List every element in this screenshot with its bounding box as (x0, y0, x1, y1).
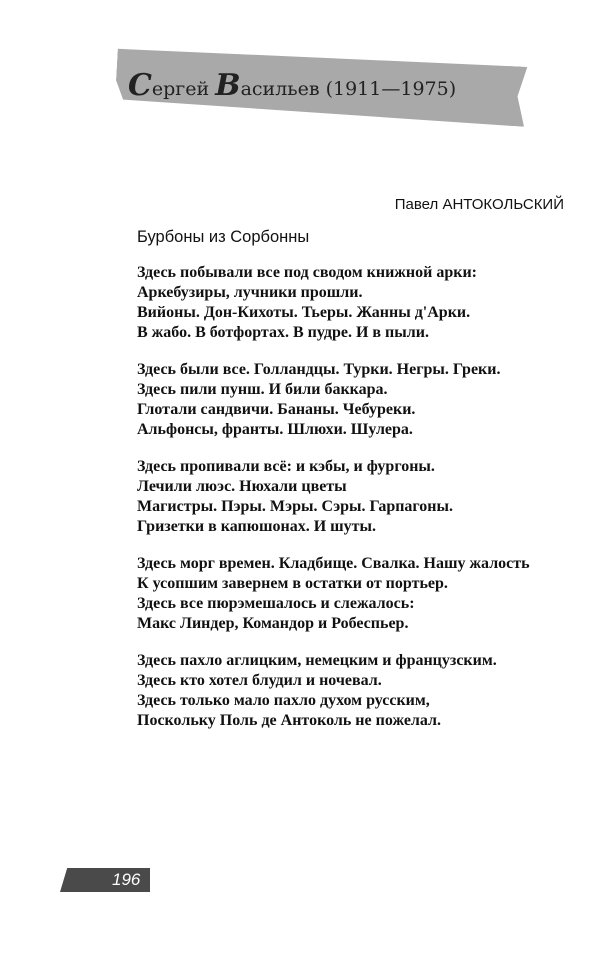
page-number: 196 (112, 870, 141, 889)
poem-line: Альфонсы, франты. Шлюхи. Шулера. (137, 421, 413, 438)
poem-line: Здесь были все. Голландцы. Турки. Негры. Греки. (137, 361, 501, 378)
poem-line: Магистры. Пэры. Мэры. Сэры. Гарпагоны. (137, 498, 454, 515)
stanza (137, 263, 530, 343)
poem-title: Бурбоны из Сорбонны (137, 228, 310, 246)
poem-line: Макс Линдер, Командор и Робеспьер. (137, 615, 409, 632)
poem-line: Поскольку Поль де Антоколь не пожелал. (137, 712, 442, 729)
poem-line: Лечили люэс. Нюхали цветы (137, 478, 347, 495)
poem-line: Вийоны. Дон-Кихоты. Тьеры. Жанны д'Арки. (137, 304, 471, 321)
running-header (128, 68, 456, 103)
header-text-1: ергей (151, 78, 216, 100)
header-initial-2: В (215, 68, 241, 103)
poem-line: Здесь побывали все под сводом книжной арки: (137, 264, 477, 281)
stanza (137, 360, 530, 440)
poem-line: Здесь все пюрэмешалось и слежалось: (137, 595, 415, 612)
poem-line: Здесь пахло аглицким, немецким и французским. (137, 652, 497, 669)
header-initial-1: С (128, 68, 152, 103)
poem-line: Здесь пили пунш. И били баккара. (137, 381, 388, 398)
poem-line: Гризетки в капюшонах. И шуты. (137, 518, 376, 535)
poem-line: В жабо. В ботфортах. В пудре. И в пыли. (137, 324, 429, 341)
poem-line: Аркебузиры, лучники прошли. (137, 284, 363, 301)
stanza (137, 457, 530, 537)
header-text-2: асильев (1911—1975) (240, 78, 457, 100)
poem-line: Здесь морг времен. Кладбище. Свалка. Нашу жалость (137, 555, 530, 572)
stanza (137, 651, 530, 731)
poem-author: Павел АНТОКОЛЬСКИЙ (394, 196, 564, 213)
poem-line: Здесь только мало пахло духом русским, (137, 692, 430, 709)
stanza (137, 554, 530, 634)
poem-line: К усопшим завернем в остатки от портьер. (137, 575, 448, 592)
poem-line: Здесь пропивали всё: и кэбы, и фургоны. (137, 458, 435, 475)
poem-body (137, 263, 530, 748)
poem-line: Здесь кто хотел блудил и ночевал. (137, 672, 382, 689)
poem-line: Глотали сандвичи. Бананы. Чебуреки. (137, 401, 416, 418)
